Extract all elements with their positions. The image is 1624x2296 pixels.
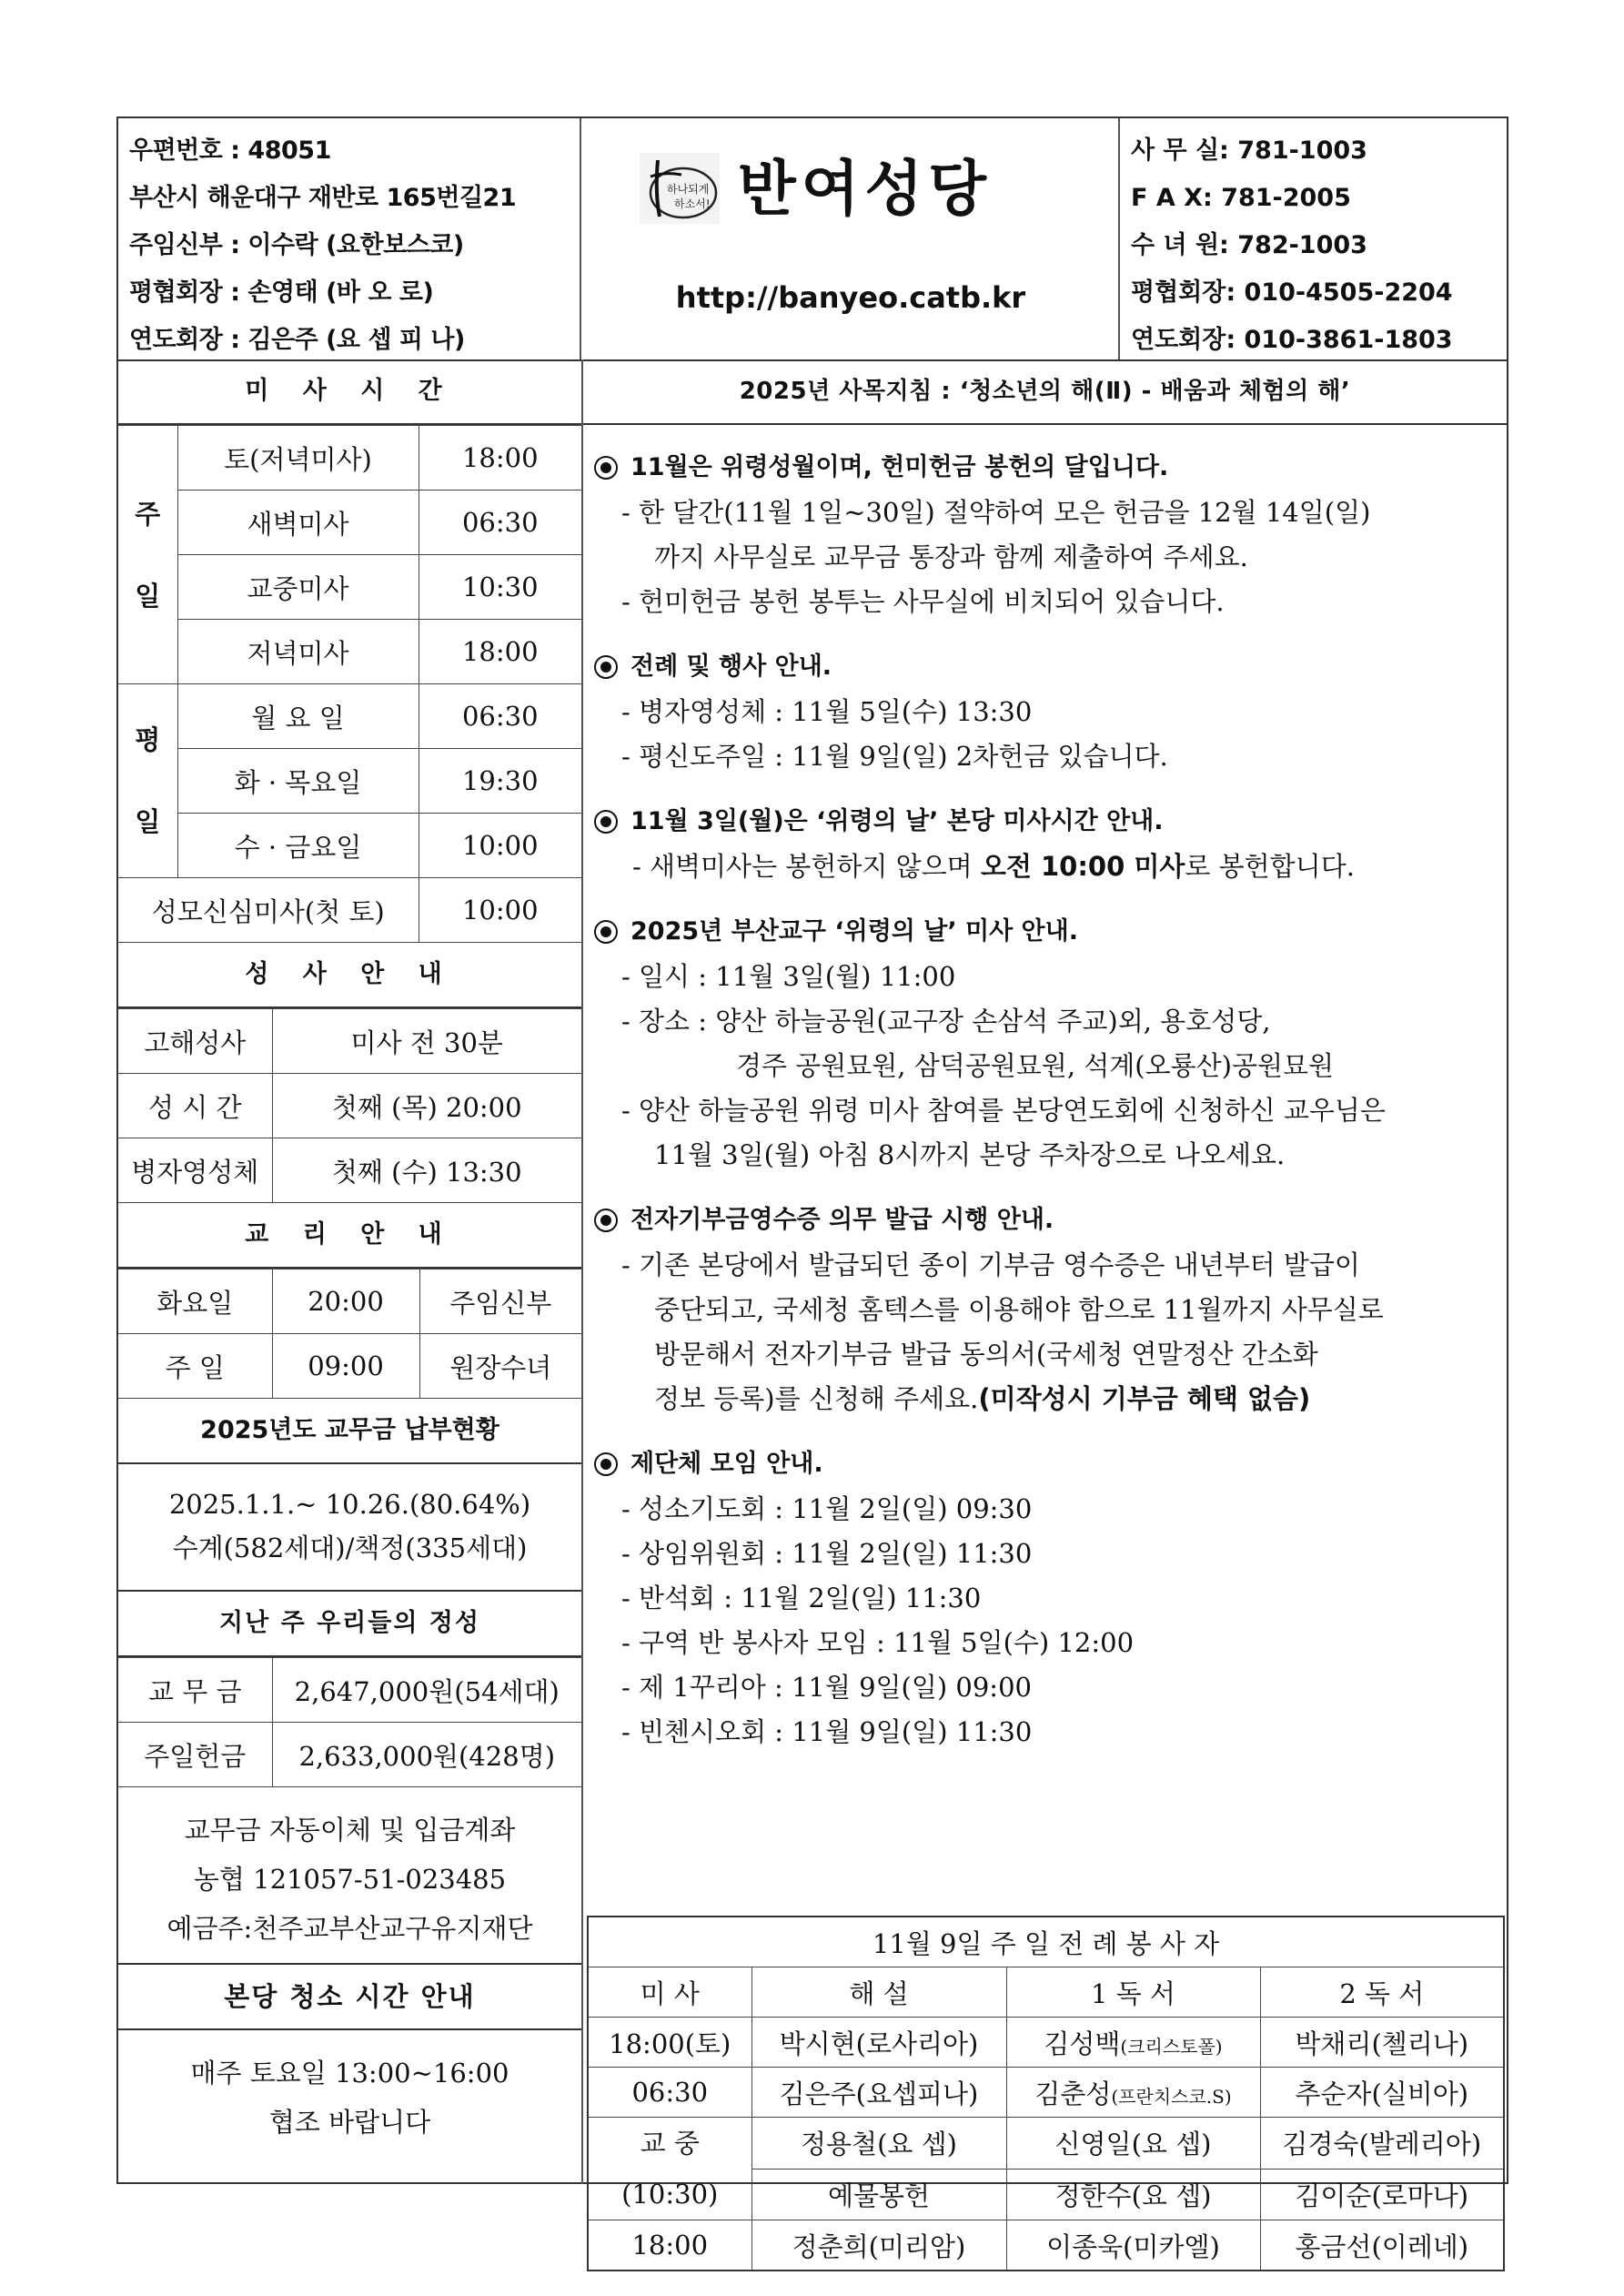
table-row: 화 · 목요일 19:30 [118, 749, 581, 814]
right-column [583, 359, 1507, 2262]
table-row: 교중미사 10:30 [118, 555, 581, 620]
convent-phone: 수 녀 원: 782-1003 [1131, 231, 1367, 259]
table-title-row [588, 1917, 1504, 1967]
sunday-label: 주 일 [118, 426, 177, 684]
table-row: 평 일 월 요 일 06:30 [118, 684, 581, 749]
address: 부산시 해운대구 재반로 165번길21 [129, 184, 517, 212]
mass-times-title: 미 사 시 간 [118, 359, 581, 425]
svg-text:하소서!: 하소서! [674, 197, 711, 210]
table-row: 병자영성체 첫째 (수) 13:30 [118, 1138, 581, 1203]
offerings-table [118, 1657, 581, 1787]
cleaning-title: 본당 청소 시간 안내 [118, 1965, 581, 2030]
sacraments-title: 성 사 안 내 [118, 943, 581, 1008]
notice-item: 전례 및 행사 안내. - 병자영성체 : 11월 5일(수) 13:30 - 평신도주일 : 11월 9일(일) 2차헌금 있습니다. [594, 644, 1507, 779]
fax: F A X: 781-2005 [1131, 184, 1351, 212]
bullet-icon [594, 920, 618, 944]
offerings-title: 지난 주 우리들의 정성 [118, 1592, 581, 1657]
bullet-icon [594, 1209, 618, 1232]
liturgy-title: 11월 9일 주 일 전 례 봉 사 자 [588, 1917, 1504, 1967]
table-row: 수 · 금요일 10:00 [118, 814, 581, 878]
table-row: 화요일 20:00 주임신부 [118, 1269, 581, 1334]
left-column [118, 359, 583, 2184]
church-logo-icon [640, 153, 720, 224]
liturgy-ministers-table [587, 1916, 1505, 2271]
account-info: 교무금 자동이체 및 입금계좌 농협 121057-51-023485 예금주:천주교부산교구유지재단 [118, 1787, 581, 1965]
office-phone: 사 무 실: 781-1003 [1131, 137, 1367, 165]
notices [583, 425, 1507, 1755]
table-row: 주일헌금 2,633,000원(428명) [118, 1723, 581, 1787]
table-row: 새벽미사 06:30 [118, 491, 581, 555]
table-row: 저녁미사 18:00 [118, 620, 581, 684]
catechism-table [118, 1269, 581, 1399]
dues-status: 2025.1.1.~ 10.26.(80.64%) 수계(582세대)/책정(335세대) [118, 1464, 581, 1592]
table-row: 주 일 09:00 원장수녀 [118, 1334, 581, 1399]
table-row: 주 일 토(저녁미사) 18:00 [118, 426, 581, 491]
website-link[interactable]: http://banyeo.catb.kr [675, 280, 1026, 315]
bulletin-page [116, 116, 1508, 2262]
bullet-icon [594, 456, 618, 480]
postal-code: 우편번호 : 48051 [129, 137, 331, 165]
cleaning-info: 매주 토요일 13:00~16:00 협조 바랍니다 [190, 2058, 509, 2138]
notice-item: 제단체 모임 안내. - 성소기도회 : 11월 2일(일) 09:30 - 상임위원회 : 11월 2일(일) 11:30 - 반석회 : 11월 2일(일) 11:30 - 구역 반 봉사자 모임 : 11월 5일(수) 12:00 - 제 1꾸리아 : 11월 9일(일) 09:00 - 빈첸시오회 : 11월 9일(일) 11:30 [594, 1441, 1507, 1755]
contact-info [1120, 118, 1507, 359]
church-branding [583, 118, 1120, 359]
prayer-group-president: 연도회장 : 김은주 (요 셉 피 나) [129, 326, 465, 354]
council-president: 평협회장 : 손영태 (바 오 로) [129, 278, 434, 307]
table-row: 06:30 김은주(요셉피나) 김춘성(프란치스코.S) 추순자(실비아) [588, 2068, 1504, 2118]
account-number: 농협 121057-51-023485 [193, 1864, 507, 1895]
pastoral-motto: 2025년 사목지침 : ‘청소년의 해(Ⅱ) - 배움과 체험의 해’ [583, 359, 1507, 425]
table-row: 18:00(토) 박시현(로사리아) 김성백(크리스토폴) 박채리(첼리나) [588, 2018, 1504, 2068]
bullet-icon [594, 655, 618, 679]
dues-title: 2025년도 교무금 납부현황 [118, 1399, 581, 1464]
mass-times-table [118, 425, 581, 943]
table-header-row: 미 사 해 설 1 독 서 2 독 서 [588, 1967, 1504, 2018]
sacraments-table [118, 1008, 581, 1203]
bullet-icon [594, 810, 618, 834]
table-row: 고해성사 미사 전 30분 [118, 1009, 581, 1074]
weekday-label: 평 일 [118, 684, 177, 878]
notice-item: 11월은 위령성월이며, 헌미헌금 봉헌의 달입니다. - 한 달간(11월 1일~30일) 절약하여 모은 헌금을 12월 14일(일) 까지 사무실로 교무금 통장과 함께 제출하여 주세요. - 헌미헌금 봉헌 봉투는 사무실에 비치되어 있습니다. [594, 445, 1507, 624]
table-row: 예물봉헌 정한수(요 셉) 김이순(로마나) [588, 2169, 1504, 2220]
table-row: 성모신심미사(첫 토) 10:00 [118, 878, 581, 943]
table-row: 교 무 금 2,647,000원(54세대) [118, 1658, 581, 1723]
prayer-group-phone: 연도회장: 010-3861-1803 [1131, 326, 1453, 354]
svg-text:하나되게: 하나되게 [667, 183, 710, 196]
notice-item: 전자기부금영수증 의무 발급 시행 안내. - 기존 본당에서 발급되던 종이 기부금 영수증은 내년부터 발급이 중단되고, 국세청 홈텍스를 이용해야 함으로 11월까지 사무실로 방문해서 전자기부금 발급 동의서(국세청 연말정산 간소화 정보 등록)를 신청해 주세요.(미작성시 기부금 혜택 없슴) [594, 1198, 1507, 1421]
notice-item: 11월 3일(월)은 ‘위령의 날’ 본당 미사시간 안내. - 새벽미사는 봉헌하지 않으며 오전 10:00 미사로 봉헌합니다. [594, 799, 1507, 889]
header [118, 118, 1507, 361]
table-row: 성 시 간 첫째 (목) 20:00 [118, 1074, 581, 1138]
council-president-phone: 평협회장: 010-4505-2204 [1131, 278, 1453, 307]
table-row: 교 중 (10:30) 정용철(요 셉) 신영일(요 셉) 김경숙(발레리아) [588, 2118, 1504, 2170]
parish-info [118, 118, 581, 359]
bullet-icon [594, 1452, 618, 1476]
pastor: 주임신부 : 이수락 (요한보스코) [129, 231, 464, 259]
church-name: 반여성당 [738, 154, 993, 224]
table-row: 18:00 정춘희(미리암) 이종욱(미카엘) 홍금선(이레네) [588, 2220, 1504, 2271]
catechism-title: 교 리 안 내 [118, 1203, 581, 1269]
notice-item: 2025년 부산교구 ‘위령의 날’ 미사 안내. - 일시 : 11월 3일(월) 11:00 - 장소 : 양산 하늘공원(교구장 손삼석 주교)외, 용호성당, 경주 공원묘원, 삼덕공원묘원, 석계(오룡산)공원묘원 - 양산 하늘공원 위령 미사 참여를 본당연도회에 신청하신 교우님은 11월 3일(월) 아침 8시까지 본당 주차장으로 나오세요. [594, 909, 1507, 1178]
